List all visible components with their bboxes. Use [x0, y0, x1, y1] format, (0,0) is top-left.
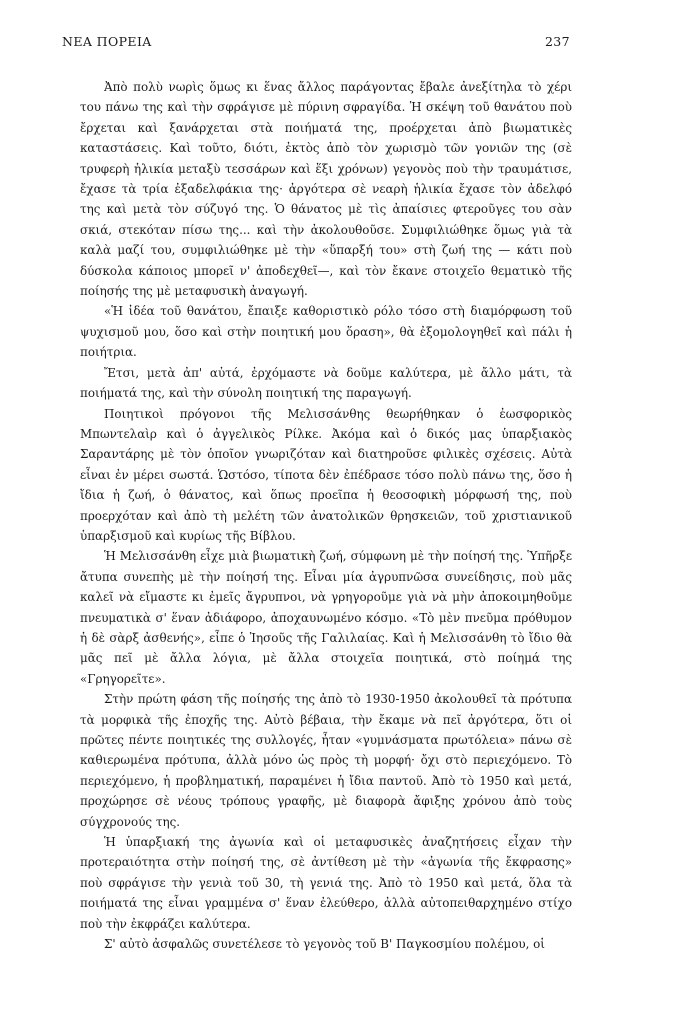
- paragraph: Στὴν πρώτη φάση τῆς ποίησής της ἀπὸ τὸ 1930-1950 ἀκολουθεῖ τὰ πρότυπα τὰ μορφικὰ τῆς ἐποχῆς της. Αὐτὸ βέβαια, τὴν ἔκαμε νὰ πεῖ ἀργότερα, ὅτι οἱ πρῶτες πέντε ποιητικές της συλλογές, ἦταν «γυμνάσματα πρωτόλεια» πάνω σὲ καθιερωμένα πρότυπα, ἀλλὰ μόνο ὡς πρὸς τὴ μορφή· ὄχι στὸ περιεχόμενο. Τὸ περιεχόμενο, ἡ προβληματική, παραμένει ἡ ἴδια παντοῦ. Ἀπὸ τὸ 1950 καὶ μετά, προχώρησε σὲ νέους τρόπους γραφῆς, μὲ διαφορὰ ἄφιξης χρόνου ἀπὸ τοὺς σύγχρονούς της.: [80, 692, 572, 829]
- running-header: [62, 34, 570, 50]
- paragraph: Ἡ Μελισσάνθη εἶχε μιὰ βιωματικὴ ζωή, σύμφωνη μὲ τὴν ποίησή της. Ὑπῆρξε ἄτυπα συνεπὴς μὲ τὴν ποίησή της. Εἶναι μία ἀγρυπνῶσα συνείδησις, ποὺ μᾶς καλεῖ νὰ εἴμαστε κι ἐμεῖς ἄγρυπνοι, νὰ γρηγοροῦμε γιὰ νὰ μὴν ἀποκοιμηθοῦμε πνευματικὰ σ' ἕναν ἀδιάφορο, ἀποχαυνωμένο κόσμο. «Τὸ μὲν πνεῦμα πρόθυμον ἡ δὲ σὰρξ ἀσθενής», εἶπε ὁ Ἰησοῦς τῆς Γαλιλαίας. Καὶ ἡ Μελισσάνθη τὸ ἴδιο θὰ μᾶς πεῖ μὲ ἄλλα λόγια, μὲ ἄλλα στοιχεῖα ποιητικά, στὸ ποίημά της «Γρηγορεῖτε».: [80, 549, 572, 686]
- body-text: [80, 77, 572, 954]
- page-number: 237: [544, 34, 570, 49]
- paragraph: Ἡ ὑπαρξιακή της ἀγωνία καὶ οἱ μεταφυσικὲς ἀναζητήσεις εἶχαν τὴν προτεραιότητα στὴν ποίησή της, σὲ ἀντίθεση μὲ τὴν «ἀγωνία τῆς ἔκφρασης» ποὺ σφράγισε τὴν γενιὰ τοῦ 30, τὴ γενιά της. Ἀπὸ τὸ 1950 καὶ μετά, ὅλα τὰ ποιήματά της εἶναι γραμμένα σ' ἕναν ἐλεύθερο, ἀλλὰ αὐτοπειθαρχημένο στίχο ποὺ τὴν ἐκφράζει καλύτερα.: [80, 835, 572, 931]
- paragraph: «Ἡ ἰδέα τοῦ θανάτου, ἔπαιξε καθοριστικὸ ρόλο τόσο στὴ διαμόρφωση τοῦ ψυχισμοῦ μου, ὅσο καὶ στὴν ποιητική μου ὅραση», θὰ ἐξομολογηθεῖ καὶ πάλι ἡ ποιήτρια.: [80, 304, 572, 360]
- paragraph: Ἔτσι, μετὰ ἀπ' αὐτά, ἐρχόμαστε νὰ δοῦμε καλύτερα, μὲ ἄλλο μάτι, τὰ ποιήματά της, καὶ τὴν σύνολη ποιητική της παραγωγή.: [80, 365, 572, 401]
- paragraph: Ποιητικοὶ πρόγονοι τῆς Μελισσάνθης θεωρήθηκαν ὁ ἐωσφορικὸς Μπωντελαὶρ καὶ ὁ ἀγγελικὸς Ρίλκε. Ἀκόμα καὶ ὁ δικός μας ὑπαρξιακὸς Σαραντάρης μὲ τὸν ὁποῖον γνωριζόταν καὶ διατηροῦσε φιλικὲς σχέσεις. Αὐτὰ εἶναι ἐν μέρει σωστά. Ὡστόσο, τίποτα δὲν ἐπέδρασε τόσο πολὺ πάνω της, ὅσο ἡ ἴδια ἡ ζωή, ὁ θάνατος, καὶ ὅπως προεῖπα ἡ θεοσοφικὴ μόρφωσή της, ποὺ προερχόταν καὶ ἀπὸ τὴ μελέτη τῶν ἀνατολικῶν θρησκειῶν, τοῦ χριστιανικοῦ ὑπαρξισμοῦ καὶ κυρίως τῆς Βίβλου.: [80, 406, 572, 543]
- paragraph: Σ' αὐτὸ ἀσφαλῶς συνετέλεσε τὸ γεγονὸς τοῦ Β' Παγκοσμίου πολέμου, οἱ: [104, 937, 545, 952]
- journal-title: ΝΕΑ ΠΟΡΕΙΑ: [62, 34, 152, 49]
- paragraph: Ἀπὸ πολὺ νωρὶς ὅμως κι ἕνας ἄλλος παράγοντας ἔβαλε ἀνεξίτηλα τὸ χέρι του πάνω της καὶ τὴν σφράγισε μὲ πύρινη σφραγίδα. Ἡ σκέψη τοῦ θανάτου ποὺ ἔρχεται καὶ ξανάρχεται στὰ ποιήματά της, προέρχεται ἀπὸ βιωματικὲς καταστάσεις. Καὶ τοῦτο, διότι, ἐκτὸς ἀπὸ τὸν χωρισμὸ τῶν γονιῶν της (σὲ τρυφερὴ ἡλικία μεταξὺ τεσσάρων καὶ ἕξι χρόνων) γεγονὸς ποὺ τὴν τραυμάτισε, ἔχασε τὰ τρία ἐξαδελφάκια της· ἀργότερα σὲ νεαρὴ ἡλικία ἔχασε τὸν ἀδελφό της καὶ μετὰ τὸν σύζυγό της. Ὁ θάνατος μὲ τὶς ἀπαίσιες φτεροῦγες του σὰν σκιά, στεκόταν πίσω της... καὶ τὴν ἀκολουθοῦσε. Συμφιλιώθηκε ὅμως γιὰ τὰ καλὰ μαζί του, συμφιλιώθηκε μὲ τὴν «ὕπαρξή του» στὴ ζωή της — κάτι ποὺ δύσκολα κάποιος μπορεῖ ν' ἀποδεχθεῖ—, καὶ τὸν ἔκανε στοιχεῖο θεματικὸ τῆς ποίησής της μὲ μεταφυσικὴ ἀναγωγή.: [80, 80, 572, 299]
